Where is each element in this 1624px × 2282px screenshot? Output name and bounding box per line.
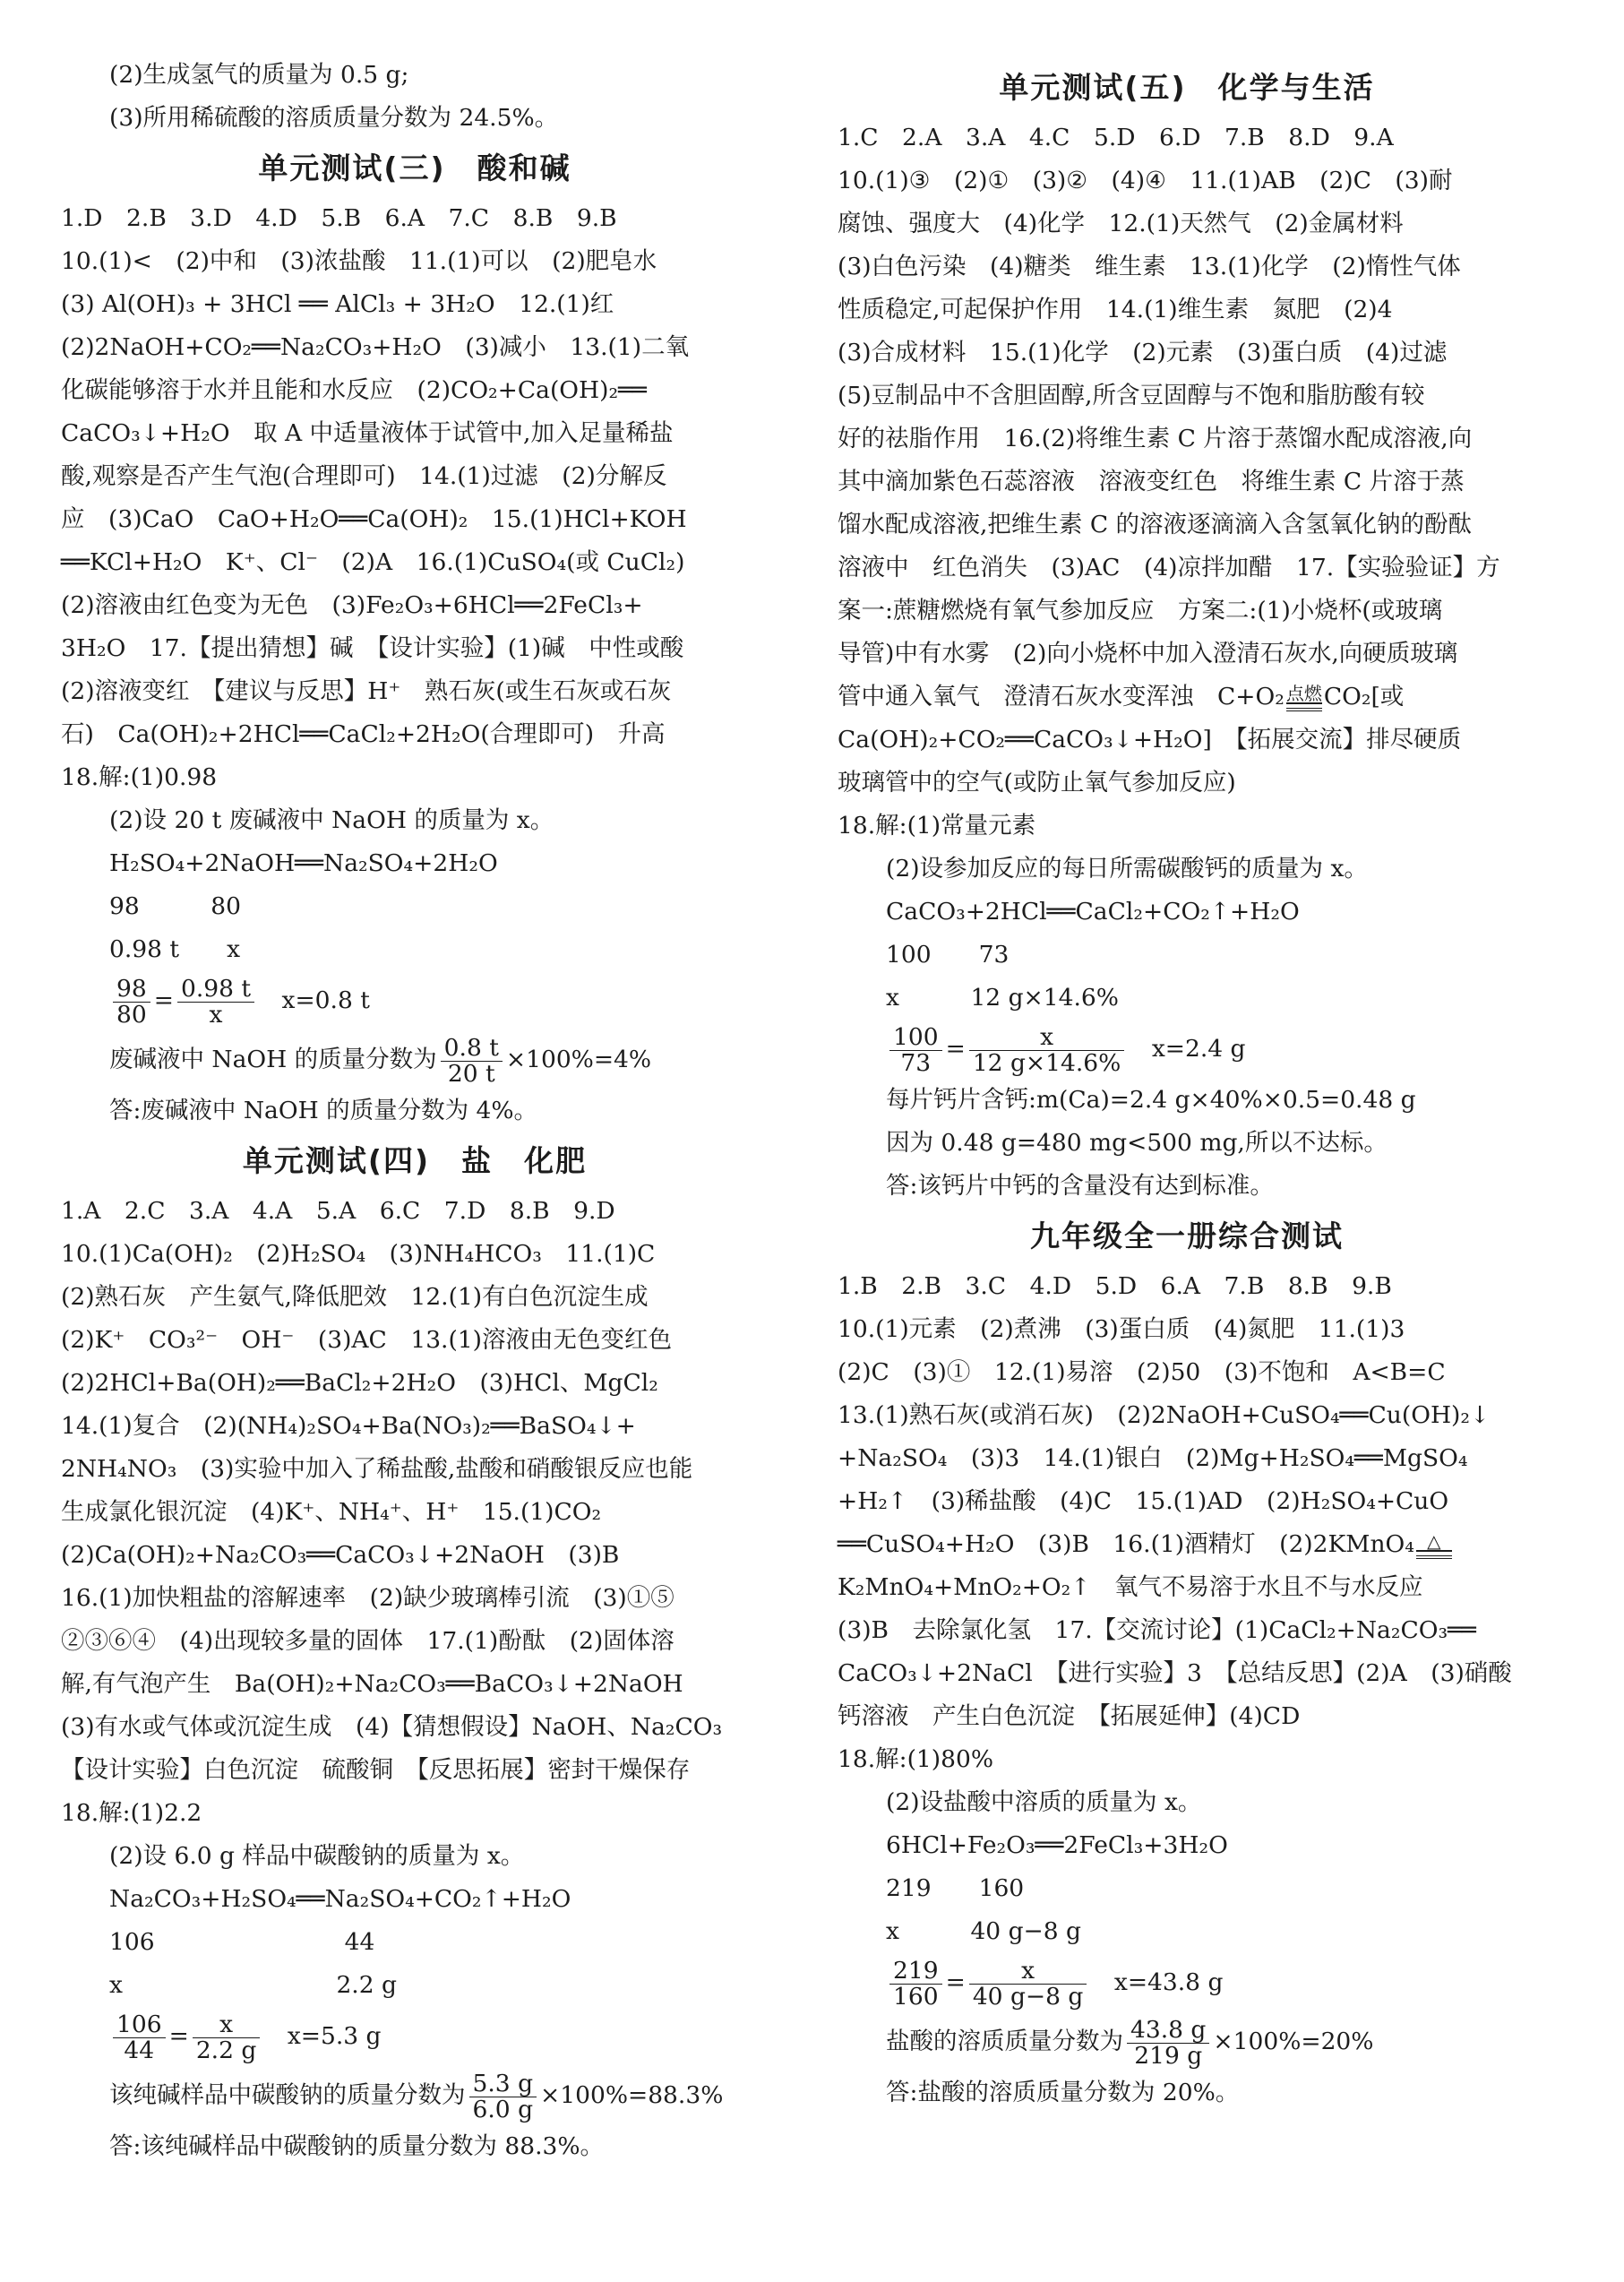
- left-column: [61, 54, 769, 2168]
- answer-line: (3) Al(OH)₃ + 3HCl ══ AlCl₃ + 3H₂O 12.(1)红: [61, 290, 614, 318]
- work-line: x 12 g×14.6%: [886, 984, 1119, 1012]
- answer-line: 18.解:(1)0.98: [61, 763, 218, 791]
- answer-line: 18.解:(1)常量元素: [838, 812, 1036, 840]
- answer-line: 性质稳定,可起保护作用 14.(1)维生素 氮肥 (2)4: [838, 296, 1393, 323]
- equation-with-condition: ══CuSO₄+H₂O (3)B 16.(1)酒精灯 (2)2KMnO₄ △: [838, 1523, 1536, 1566]
- unit5-calculation: [838, 848, 1536, 1208]
- work-line: x 2.2 g: [109, 1971, 397, 1999]
- final-test-heading: 九年级全一册综合测试: [1030, 1219, 1344, 1253]
- answer-line: 溶液中 红色消失 (3)AC (4)凉拌加醋 17.【实验验证】方: [838, 554, 1500, 581]
- answer-line: CaCO₃↓+2NaCl 【进行实验】3 【总结反思】(2)A (3)硝酸: [838, 1659, 1512, 1687]
- work-line: (2)设 6.0 g 样品中碳酸钠的质量为 x。: [109, 1842, 525, 1870]
- answer-line: (3)合成材料 15.(1)化学 (2)元素 (3)蛋白质 (4)过滤: [838, 339, 1448, 366]
- answer-line: (2)K⁺ CO₃²⁻ OH⁻ (3)AC 13.(1)溶液由无色变红色: [61, 1326, 673, 1354]
- reaction-condition: 点燃: [1286, 685, 1322, 711]
- conclusion: 答:盐酸的溶质质量分数为 20%。: [886, 2079, 1240, 2106]
- work-line: 6HCl+Fe₂O₃══2FeCl₃+3H₂O: [886, 1831, 1228, 1859]
- answer-line: 2NH₄NO₃ (3)实验中加入了稀盐酸,盐酸和硝酸银反应也能: [61, 1455, 693, 1483]
- unit3-answers: [61, 197, 769, 799]
- answer-line: Ca(OH)₂+CO₂══CaCO₃↓+H₂O] 【拓展交流】排尽硬质: [838, 726, 1462, 753]
- answer-line: (2)2HCl+Ba(OH)₂══BaCl₂+2H₂O (3)HCl、MgCl₂: [61, 1369, 658, 1397]
- answer-line: 应 (3)CaO CaO+H₂O══Ca(OH)₂ 15.(1)HCl+KOH: [61, 505, 687, 533]
- answer-line: (2)Ca(OH)₂+Na₂CO₃══CaCO₃↓+2NaOH (3)B: [61, 1541, 620, 1569]
- fraction: $\frac{43.8 g}{219 g}$: [1127, 2018, 1209, 2069]
- work-line: 100 73: [886, 941, 1010, 969]
- conclusion: 答:该钙片中钙的含量没有达到标准。: [886, 1172, 1274, 1200]
- ratio-equation: $\frac{219}{160}$ = $\frac{x}{40 g-8 g}$ x=43.8 g: [838, 1953, 1536, 2012]
- answer-line: 酸,观察是否产生气泡(合理即可) 14.(1)过滤 (2)分解反: [61, 462, 667, 490]
- answer-line: 石) Ca(OH)₂+2HCl══CaCl₂+2H₂O(合理即可) 升高: [61, 720, 666, 748]
- fraction: $\frac{x}{40 g-8 g}$: [969, 1959, 1087, 2010]
- percent-equation: 废碱液中 NaOH 的质量分数为 $\frac{0.8 t}{20 t}$ ×100%=4%: [109, 1033, 652, 1088]
- work-line: 219 160: [886, 1874, 1025, 1902]
- answer-line: ══KCl+H₂O K⁺、Cl⁻ (2)A 16.(1)CuSO₄(或 CuCl₂): [61, 548, 685, 576]
- answer-line: 13.(1)熟石灰(或消石灰) (2)2NaOH+CuSO₄══Cu(OH)₂↓: [838, 1401, 1491, 1429]
- unit5-heading: 单元测试(五) 化学与生活: [999, 70, 1375, 105]
- ratio-equation: $\frac{98}{80}$ = $\frac{0.98 t}{x}$ x=0.8 t: [61, 971, 769, 1030]
- answer-line: +H₂↑ (3)稀盐酸 (4)C 15.(1)AD (2)H₂SO₄+CuO: [838, 1487, 1449, 1515]
- percent-equation: 该纯碱样品中碳酸钠的质量分数为 $\frac{5.3 g}{6.0 g}$ ×100%=88.3%: [109, 2069, 724, 2123]
- work-line: 106 44: [109, 1928, 375, 1956]
- answer-line: 3H₂O 17.【提出猜想】碱 【设计实验】(1)碱 中性或酸: [61, 634, 684, 662]
- conclusion: 答:废碱液中 NaOH 的质量分数为 4%。: [109, 1097, 538, 1124]
- work-line: 因为 0.48 g=480 mg<500 mg,所以不达标。: [886, 1129, 1388, 1157]
- answer-line: (3)有水或气体或沉淀生成 (4)【猜想假设】NaOH、Na₂CO₃: [61, 1713, 723, 1741]
- answer-line: CaCO₃↓+H₂O 取 A 中适量液体于试管中,加入足量稀盐: [61, 419, 674, 447]
- unit5-answers: [838, 116, 1536, 848]
- fraction: $\frac{100}{73}$: [889, 1025, 942, 1076]
- fraction: $\frac{219}{160}$: [889, 1959, 942, 2010]
- work-line: CaCO₃+2HCl══CaCl₂+CO₂↑+H₂O: [886, 898, 1300, 926]
- ratio-equation: $\frac{106}{44}$ = $\frac{x}{2.2 g}$ x=5.3 g: [61, 2007, 769, 2066]
- answer-line: 10.(1)Ca(OH)₂ (2)H₂SO₄ (3)NH₄HCO₃ 11.(1)C: [61, 1240, 656, 1268]
- right-column: [838, 59, 1536, 2114]
- ratio-equation: $\frac{100}{73}$ = $\frac{x}{12 g\times 14.6\%}$ x=2.4 g: [838, 1020, 1536, 1079]
- answer-line: 生成氯化银沉淀 (4)K⁺、NH₄⁺、H⁺ 15.(1)CO₂: [61, 1498, 602, 1526]
- answer-line: 钙溶液 产生白色沉淀 【拓展延伸】(4)CD: [838, 1702, 1301, 1730]
- unit3-heading: 单元测试(三) 酸和碱: [258, 151, 571, 185]
- answer-line: ②③⑥④ (4)出现较多量的固体 17.(1)酚酞 (2)固体溶: [61, 1627, 675, 1655]
- answer-line: 解,有气泡产生 Ba(OH)₂+Na₂CO₃══BaCO₃↓+2NaOH: [61, 1670, 683, 1698]
- answer-line: +Na₂SO₄ (3)3 14.(1)银白 (2)Mg+H₂SO₄══MgSO₄: [838, 1444, 1468, 1472]
- intro-line: (2)生成氢气的质量为 0.5 g;: [109, 61, 409, 89]
- answer-line: 16.(1)加快粗盐的溶解速率 (2)缺少玻璃棒引流 (3)①⑤: [61, 1584, 675, 1612]
- work-line: 每片钙片含钙:m(Ca)=2.4 g×40%×0.5=0.48 g: [886, 1086, 1416, 1114]
- answer-line: 1.C 2.A 3.A 4.C 5.D 6.D 7.B 8.D 9.A: [838, 124, 1394, 151]
- answer-line: 其中滴加紫色石蕊溶液 溶液变红色 将维生素 C 片溶于蒸: [838, 468, 1465, 495]
- answer-line: 1.A 2.C 3.A 4.A 5.A 6.C 7.D 8.B 9.D: [61, 1197, 615, 1225]
- answer-line: 1.D 2.B 3.D 4.D 5.B 6.A 7.C 8.B 9.B: [61, 204, 617, 232]
- answer-line: (2)溶液由红色变为无色 (3)Fe₂O₃+6HCl══2FeCl₃+: [61, 591, 643, 619]
- answer-line: 10.(1)元素 (2)煮沸 (3)蛋白质 (4)氮肥 11.(1)3: [838, 1315, 1405, 1343]
- equation-with-condition: 管中通入氧气 澄清石灰水变浑浊 C+O₂ 点燃 CO₂[或: [838, 683, 1405, 710]
- answer-line: (2)熟石灰 产生氨气,降低肥效 12.(1)有白色沉淀生成: [61, 1283, 649, 1311]
- answer-line: 1.B 2.B 3.C 4.D 5.D 6.A 7.B 8.B 9.B: [838, 1272, 1392, 1300]
- final-answers: [838, 1265, 1536, 1781]
- answer-line: 导管)中有水雾 (2)向小烧杯中加入澄清石灰水,向硬质玻璃: [838, 640, 1458, 667]
- answer-line: (2)2NaOH+CO₂══Na₂CO₃+H₂O (3)减小 13.(1)二氧: [61, 333, 690, 361]
- answer-line: 14.(1)复合 (2)(NH₄)₂SO₄+Ba(NO₃)₂══BaSO₄↓+: [61, 1412, 636, 1440]
- fraction: $\frac{5.3 g}{6.0 g}$: [469, 2071, 537, 2123]
- fraction: $\frac{98}{80}$: [113, 977, 150, 1028]
- answer-line: (3)白色污染 (4)糖类 维生素 13.(1)化学 (2)惰性气体: [838, 253, 1461, 280]
- answer-line: 化碳能够溶于水并且能和水反应 (2)CO₂+Ca(OH)₂══: [61, 376, 647, 404]
- answer-line: 好的祛脂作用 16.(2)将维生素 C 片溶于蒸馏水配成溶液,向: [838, 425, 1473, 452]
- work-line: Na₂CO₃+H₂SO₄══Na₂SO₄+CO₂↑+H₂O: [109, 1885, 571, 1913]
- answer-line: 腐蚀、强度大 (4)化学 12.(1)天然气 (2)金属材料: [838, 210, 1404, 237]
- work-line: (2)设参加反应的每日所需碳酸钙的质量为 x。: [886, 855, 1368, 883]
- work-line: (2)设盐酸中溶质的质量为 x。: [886, 1788, 1202, 1816]
- work-line: x 40 g−8 g: [886, 1917, 1082, 1945]
- answer-line: (2)溶液变红 【建议与反思】H⁺ 熟石灰(或生石灰或石灰: [61, 677, 672, 705]
- answer-line: 馏水配成溶液,把维生素 C 的溶液逐滴滴入含氢氧化钠的酚酞: [838, 511, 1473, 538]
- unit4-answers: [61, 1190, 769, 1835]
- unit3-calculation: [61, 799, 769, 1132]
- fraction: $\frac{0.98 t}{x}$: [177, 977, 254, 1028]
- answer-line: 【设计实验】白色沉淀 硫酸铜 【反思拓展】密封干燥保存: [61, 1756, 691, 1784]
- fraction: $\frac{0.8 t}{20 t}$: [441, 1036, 503, 1087]
- answer-line: (2)C (3)① 12.(1)易溶 (2)50 (3)不饱和 A<B=C: [838, 1358, 1446, 1386]
- conclusion: 答:该纯碱样品中碳酸钠的质量分数为 88.3%。: [109, 2132, 605, 2160]
- work-line: (2)设 20 t 废碱液中 NaOH 的质量为 x。: [109, 806, 554, 834]
- answer-line: (5)豆制品中不含胆固醇,所含豆固醇与不饱和脂肪酸有较: [838, 382, 1425, 409]
- final-calculation: [838, 1781, 1536, 2114]
- percent-equation: 盐酸的溶质质量分数为 $\frac{43.8 g}{219 g}$ ×100%=20%: [886, 2015, 1374, 2070]
- work-line: H₂SO₄+2NaOH══Na₂SO₄+2H₂O: [109, 849, 498, 877]
- answer-line: 10.(1)③ (2)① (3)② (4)④ 11.(1)AB (2)C (3)耐: [838, 167, 1453, 194]
- fraction: $\frac{x}{12 g\times 14.6\%}$: [969, 1025, 1125, 1076]
- unit4-heading: 单元测试(四) 盐 化肥: [242, 1143, 588, 1178]
- unit4-calculation: [61, 1835, 769, 2168]
- answer-line: 10.(1)< (2)中和 (3)浓盐酸 11.(1)可以 (2)肥皂水: [61, 247, 657, 275]
- work-line: 98 80: [109, 892, 241, 920]
- work-line: 0.98 t x: [109, 935, 241, 963]
- fraction: $\frac{106}{44}$: [113, 2012, 166, 2063]
- reaction-condition: △: [1416, 1532, 1452, 1559]
- answer-line: 玻璃管中的空气(或防止氧气参加反应): [838, 769, 1236, 797]
- answer-line: 18.解:(1)80%: [838, 1745, 994, 1773]
- answer-line: K₂MnO₄+MnO₂+O₂↑ 氧气不易溶于水且不与水反应: [838, 1573, 1423, 1601]
- answer-line: (3)B 去除氯化氢 17.【交流讨论】(1)CaCl₂+Na₂CO₃══: [838, 1616, 1476, 1644]
- fraction: $\frac{x}{2.2 g}$: [193, 2012, 261, 2063]
- intro-line: (3)所用稀硫酸的溶质质量分数为 24.5%。: [109, 104, 559, 132]
- answer-line: 案一:蔗糖燃烧有氧气参加反应 方案二:(1)小烧杯(或玻璃: [838, 597, 1443, 624]
- answer-line: 18.解:(1)2.2: [61, 1799, 202, 1827]
